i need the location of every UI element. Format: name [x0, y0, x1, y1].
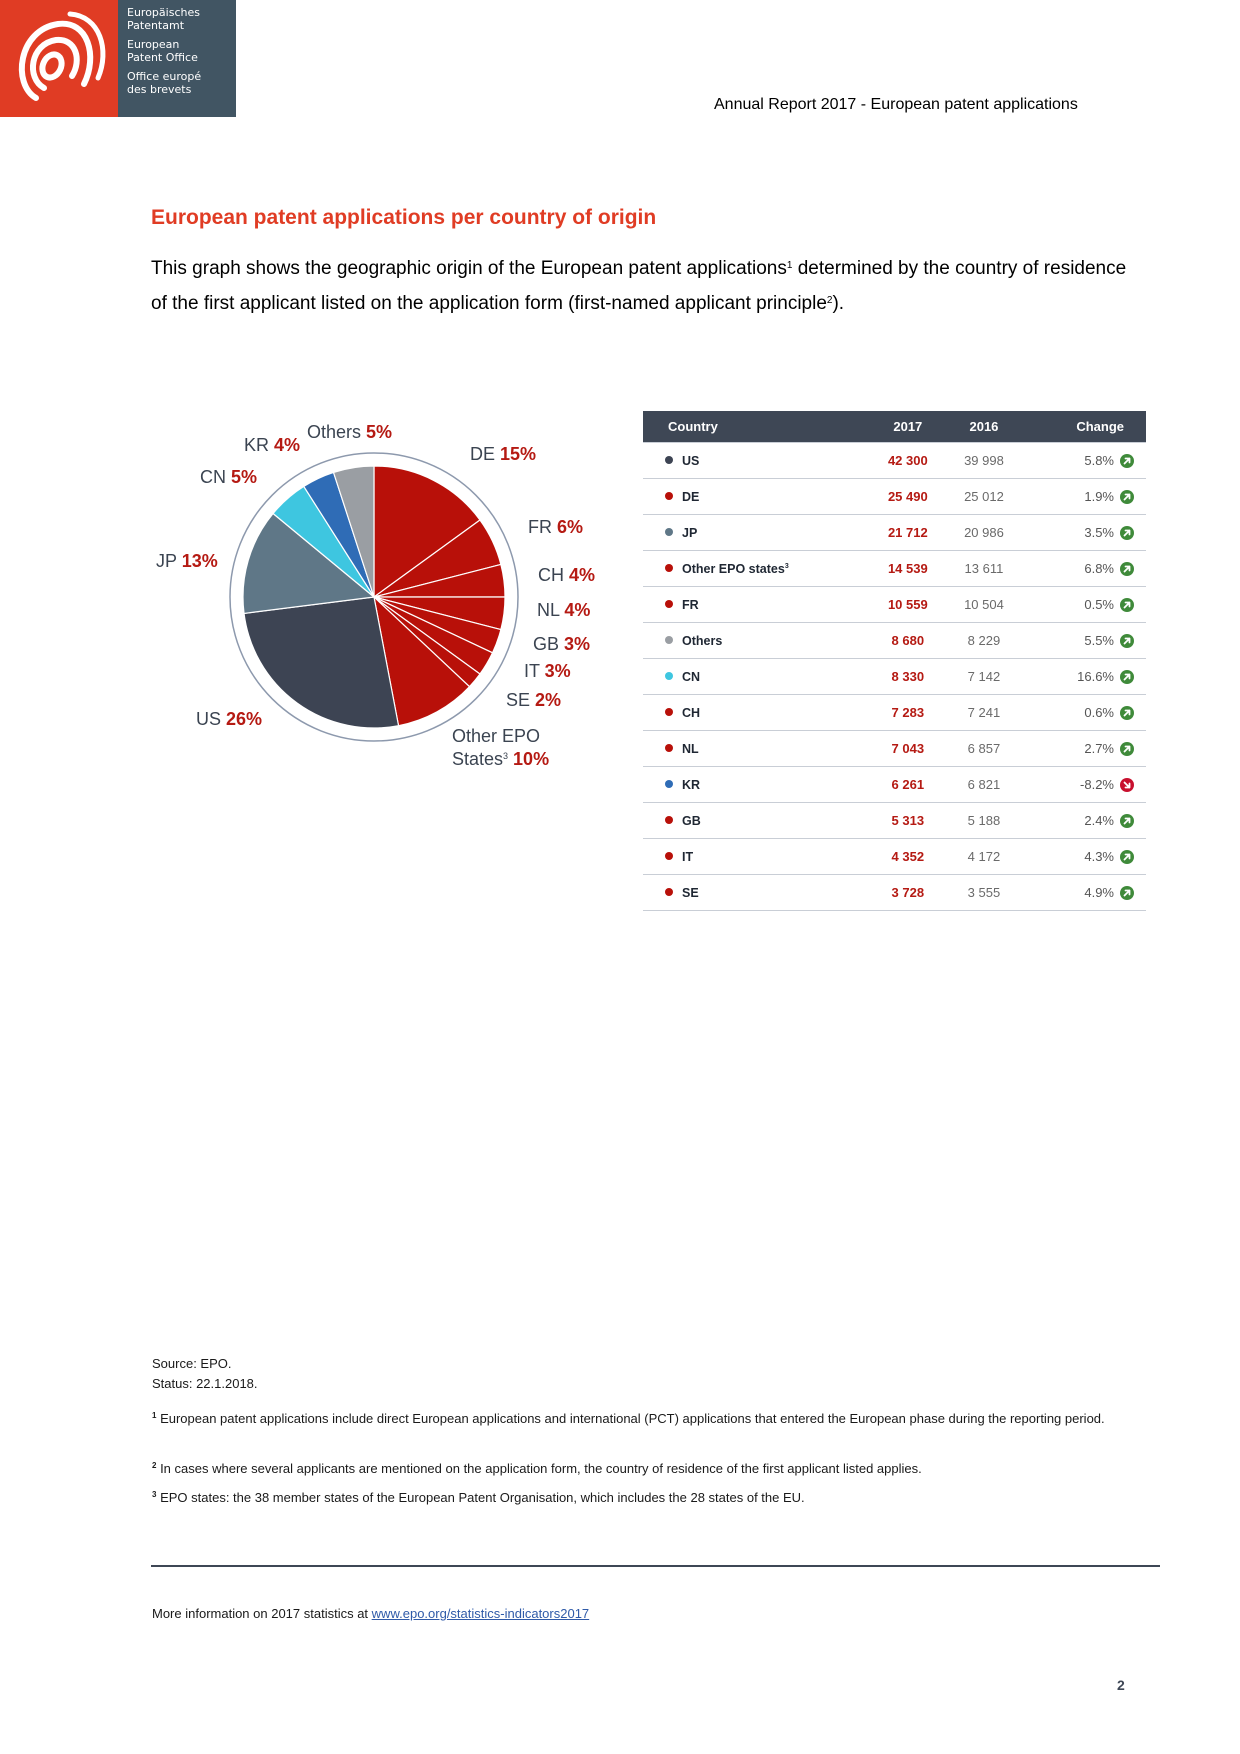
- pie-label-text: KR: [244, 435, 275, 455]
- pie-label-pct: 3%: [564, 634, 591, 654]
- change-value: 0.6%: [1084, 705, 1114, 720]
- cell-country: [643, 479, 870, 515]
- cell-2016: 13 611: [946, 551, 1022, 587]
- arrow-up-icon: [1120, 634, 1134, 648]
- table-body: [643, 443, 1146, 911]
- arrow-up-icon: [1120, 670, 1134, 684]
- cell-2016: 39 998: [946, 443, 1022, 479]
- arrow-up-icon: [1120, 454, 1134, 468]
- country-name: CH: [682, 705, 701, 720]
- pie-label-text: IT: [524, 661, 545, 681]
- cell-2017: 8 680: [870, 623, 946, 659]
- table-row: [643, 659, 1146, 695]
- cell-2017: 14 539: [870, 551, 946, 587]
- pie-label-cn: [200, 467, 257, 487]
- pie-label-text: FR: [528, 517, 557, 537]
- cell-2017: 10 559: [870, 587, 946, 623]
- change-value: 4.3%: [1084, 849, 1114, 864]
- statistics-link[interactable]: www.epo.org/statistics-indicators2017: [371, 1606, 590, 1621]
- country-footnote-ref: 3: [784, 562, 789, 570]
- pie-label-de: [470, 444, 536, 464]
- more-info-text: More information on 2017 statistics at: [152, 1606, 372, 1621]
- arrow-up-icon: [1120, 850, 1134, 864]
- cell-2017: 7 283: [870, 695, 946, 731]
- change-value: -8.2%: [1080, 777, 1114, 792]
- pie-label-text: DE: [470, 444, 501, 464]
- footnote-1-num: 1: [152, 1411, 157, 1420]
- footnote-3-num: 3: [152, 1490, 157, 1499]
- cell-2017: 8 330: [870, 659, 946, 695]
- cell-2017: 7 043: [870, 731, 946, 767]
- applications-table: [643, 411, 1146, 911]
- pie-label-pct: 15%: [500, 444, 537, 464]
- cell-2017: 6 261: [870, 767, 946, 803]
- cell-2016: 3 555: [946, 875, 1022, 911]
- more-info: [152, 1606, 589, 1621]
- country-dot-icon: [665, 780, 673, 788]
- arrow-down-icon: [1120, 778, 1134, 792]
- arrow-up-icon: [1120, 742, 1134, 756]
- pie-label-pct: 5%: [366, 422, 393, 442]
- pie-label-kr: [244, 435, 300, 455]
- pie-label-se: [506, 690, 561, 710]
- footer-divider: [151, 1565, 1160, 1567]
- footnote-1-text: European patent applications include direct European applications and international (PCT) applications that entered the European phase during the reporting period.: [156, 1411, 1105, 1426]
- change-value: 5.5%: [1084, 633, 1114, 648]
- cell-change: [1022, 731, 1146, 767]
- header-2016: 2016: [946, 411, 1022, 443]
- header-2017: 2017: [870, 411, 946, 443]
- table-row: [643, 551, 1146, 587]
- cell-country: [643, 515, 870, 551]
- change-value: 1.9%: [1084, 489, 1114, 504]
- pie-label-pct: 26%: [226, 709, 263, 729]
- change-value: 3.5%: [1084, 525, 1114, 540]
- pie-label-text: CH: [538, 565, 569, 585]
- cell-country: [643, 803, 870, 839]
- cell-change: [1022, 515, 1146, 551]
- country-name: JP: [682, 525, 698, 540]
- pie-label-pct: 13%: [181, 551, 218, 571]
- table-row: [643, 875, 1146, 911]
- pie-label-ch: [538, 565, 595, 585]
- logo-line-de: Europäisches Patentamt: [127, 6, 200, 32]
- table-row: [643, 731, 1146, 767]
- country-dot-icon: [665, 636, 673, 644]
- pie-label-pct: 6%: [557, 517, 584, 537]
- pie-label-pct: 4%: [564, 600, 591, 620]
- table-row: [643, 839, 1146, 875]
- country-name: CN: [682, 669, 701, 684]
- arrow-up-icon: [1120, 490, 1134, 504]
- country-name: DE: [682, 489, 700, 504]
- pie-label-pct: 4%: [274, 435, 301, 455]
- cell-change: [1022, 479, 1146, 515]
- pie-label-text: States: [452, 749, 504, 769]
- report-header-title: Annual Report 2017 - European patent applications: [714, 96, 1078, 113]
- intro-footnote-ref-1: 1: [786, 260, 793, 271]
- header-country: Country: [643, 411, 870, 443]
- pie-label-nl: [537, 600, 590, 620]
- cell-change: [1022, 767, 1146, 803]
- cell-change: [1022, 587, 1146, 623]
- cell-country: [643, 767, 870, 803]
- table-row: [643, 587, 1146, 623]
- country-name: GB: [682, 813, 701, 828]
- table-row: [643, 515, 1146, 551]
- cell-country: [643, 875, 870, 911]
- change-value: 6.8%: [1084, 561, 1114, 576]
- pie-label-gb: [533, 634, 590, 654]
- cell-change: [1022, 803, 1146, 839]
- pie-label-pct: 3%: [544, 661, 571, 681]
- intro-footnote-ref-2: 2: [826, 295, 833, 306]
- arrow-up-icon: [1120, 562, 1134, 576]
- cell-change: [1022, 659, 1146, 695]
- table-row: [643, 479, 1146, 515]
- country-name: Other EPO states: [682, 561, 785, 576]
- source-line: Source: EPO.: [152, 1356, 232, 1371]
- country-dot-icon: [665, 492, 673, 500]
- change-value: 2.7%: [1084, 741, 1114, 756]
- intro-text-2: determined by the country of residence of the first applicant listed on the application form (first-named applicant principle: [151, 258, 1127, 314]
- country-name: SE: [682, 885, 699, 900]
- pie-label-fr: [528, 517, 583, 537]
- table-row: [643, 767, 1146, 803]
- header-change: Change: [1022, 411, 1146, 443]
- country-dot-icon: [665, 672, 673, 680]
- cell-country: [643, 731, 870, 767]
- pie-label-line1: Other EPO: [452, 726, 541, 746]
- country-dot-icon: [665, 816, 673, 824]
- change-value: 5.8%: [1084, 453, 1114, 468]
- cell-change: [1022, 695, 1146, 731]
- cell-change: [1022, 875, 1146, 911]
- footnote-3-text: EPO states: the 38 member states of the European Patent Organisation, which includes the 28 states of the EU.: [156, 1490, 805, 1505]
- cell-country: [643, 659, 870, 695]
- cell-2017: 4 352: [870, 839, 946, 875]
- cell-change: [1022, 551, 1146, 587]
- table-row: [643, 443, 1146, 479]
- table-row: [643, 803, 1146, 839]
- cell-2016: 4 172: [946, 839, 1022, 875]
- cell-change: [1022, 623, 1146, 659]
- arrow-up-icon: [1120, 706, 1134, 720]
- cell-2016: 10 504: [946, 587, 1022, 623]
- cell-2016: 6 857: [946, 731, 1022, 767]
- country-dot-icon: [665, 744, 673, 752]
- cell-country: [643, 587, 870, 623]
- country-name: NL: [682, 741, 699, 756]
- country-dot-icon: [665, 888, 673, 896]
- country-dot-icon: [665, 852, 673, 860]
- country-dot-icon: [665, 600, 673, 608]
- cell-country: [643, 695, 870, 731]
- cell-2017: 3 728: [870, 875, 946, 911]
- cell-2016: 6 821: [946, 767, 1022, 803]
- cell-2016: 25 012: [946, 479, 1022, 515]
- cell-2017: 25 490: [870, 479, 946, 515]
- pie-label-jp: [156, 551, 218, 571]
- cell-2016: 8 229: [946, 623, 1022, 659]
- source-note: [152, 1354, 258, 1394]
- arrow-up-icon: [1120, 886, 1134, 900]
- logo-line-fr: Office europé des brevets: [127, 70, 202, 96]
- section-title: European patent applications per country of origin: [151, 206, 657, 229]
- pie-label-text: CN: [200, 467, 231, 487]
- change-value: 2.4%: [1084, 813, 1114, 828]
- pie-slice-us: [244, 597, 399, 728]
- change-value: 4.9%: [1084, 885, 1114, 900]
- change-value: 16.6%: [1077, 669, 1114, 684]
- pie-label-text: JP: [156, 551, 182, 571]
- pie-label-text: Others: [307, 422, 367, 442]
- pie-label-others: [307, 422, 392, 442]
- country-name: KR: [682, 777, 701, 792]
- pie-label-us: [196, 709, 262, 729]
- table-row: [643, 695, 1146, 731]
- country-name: FR: [682, 597, 699, 612]
- table-row: [643, 623, 1146, 659]
- pie-label-text: US: [196, 709, 227, 729]
- pie-label-pct: 10%: [508, 749, 550, 769]
- logo-line-en: European Patent Office: [127, 38, 198, 64]
- cell-2017: 21 712: [870, 515, 946, 551]
- status-line: Status: 22.1.2018.: [152, 1376, 258, 1391]
- arrow-up-icon: [1120, 598, 1134, 612]
- intro-text-1: This graph shows the geographic origin of the European patent applications: [151, 258, 787, 279]
- table-header-row: [643, 411, 1146, 443]
- country-name: Others: [682, 633, 723, 648]
- country-dot-icon: [665, 528, 673, 536]
- country-dot-icon: [665, 456, 673, 464]
- cell-2017: 5 313: [870, 803, 946, 839]
- cell-change: [1022, 443, 1146, 479]
- change-value: 0.5%: [1084, 597, 1114, 612]
- footnote-1: [152, 1406, 1132, 1429]
- pie-label-pct: 5%: [231, 467, 258, 487]
- intro-text-3: ).: [832, 293, 845, 314]
- footnote-2-text: In cases where several applicants are mentioned on the application form, the country of residence of the first applicant listed applies.: [156, 1461, 922, 1476]
- country-name: US: [682, 453, 700, 468]
- cell-country: [643, 443, 870, 479]
- pie-label-text: SE: [506, 690, 536, 710]
- pie-label-pct: 2%: [535, 690, 562, 710]
- cell-country: [643, 623, 870, 659]
- country-dot-icon: [665, 564, 673, 572]
- pie-label-text: GB: [533, 634, 565, 654]
- arrow-up-icon: [1120, 814, 1134, 828]
- pie-label-pct: 4%: [569, 565, 596, 585]
- pie-label-sup: 3: [503, 751, 509, 761]
- footnote-2: [152, 1456, 1132, 1479]
- pie-label-text: NL: [537, 600, 565, 620]
- pie-label-other-epo-states: [452, 726, 549, 769]
- pie-chart: [0, 0, 640, 800]
- cell-2016: 20 986: [946, 515, 1022, 551]
- footnote-3: [152, 1485, 1132, 1508]
- arrow-up-icon: [1120, 526, 1134, 540]
- page-number: 2: [1117, 1677, 1125, 1693]
- cell-2017: 42 300: [870, 443, 946, 479]
- footnote-2-num: 2: [152, 1461, 157, 1470]
- cell-country: [643, 839, 870, 875]
- cell-country: [643, 551, 870, 587]
- cell-change: [1022, 839, 1146, 875]
- cell-2016: 5 188: [946, 803, 1022, 839]
- country-dot-icon: [665, 708, 673, 716]
- cell-2016: 7 142: [946, 659, 1022, 695]
- country-name: IT: [682, 849, 694, 864]
- pie-label-it: [524, 661, 571, 681]
- pie-label-line2: [452, 746, 549, 769]
- cell-2016: 7 241: [946, 695, 1022, 731]
